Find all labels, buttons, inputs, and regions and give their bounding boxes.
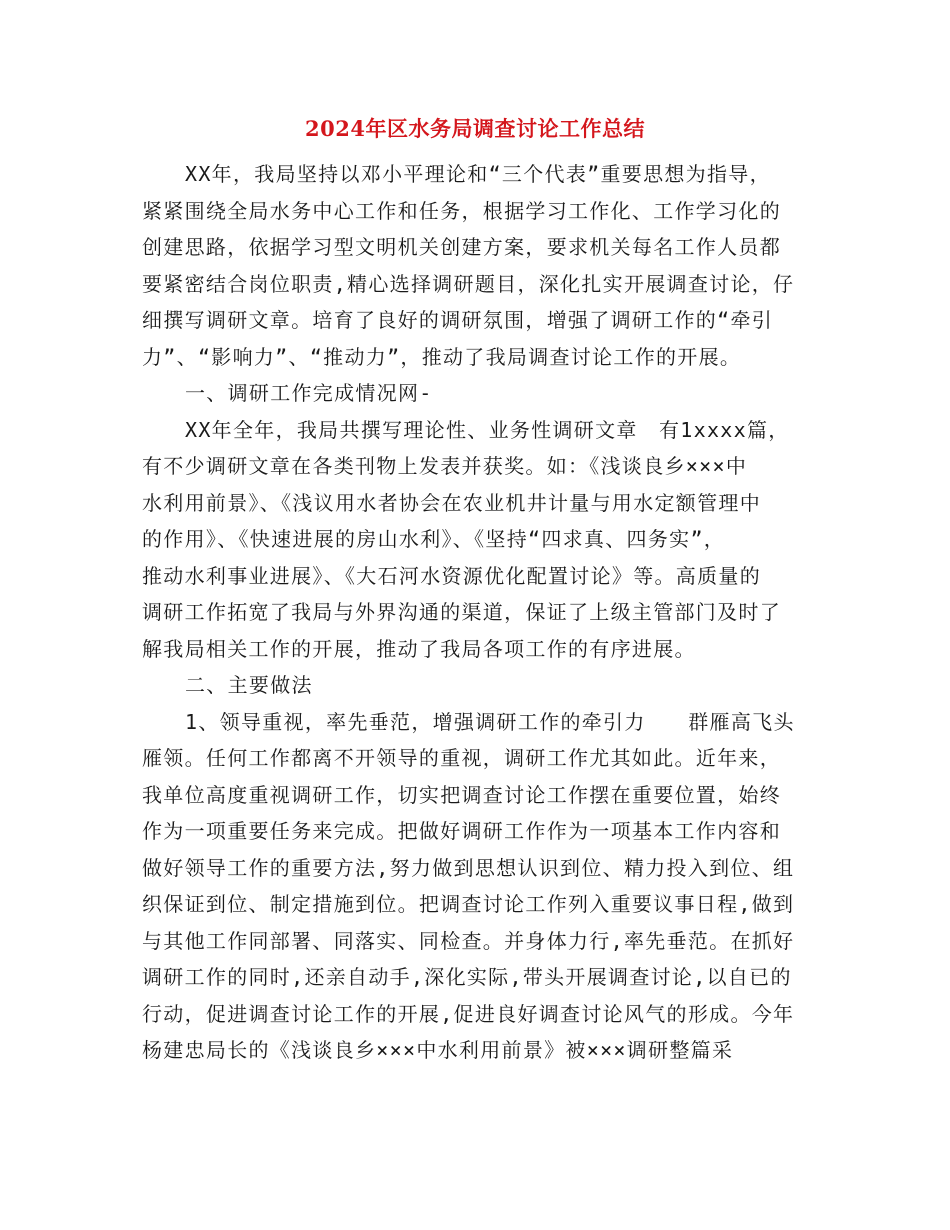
body-line: 紧紧围绕全局水务中心工作和任务，根据学习工作化、工作学习化的 <box>142 198 781 223</box>
body-line: 做好领导工作的重要方法,努力做到思想认识到位、精力投入到位、组 <box>142 855 795 880</box>
body-line: 推动水利事业进展》、《大石河水资源优化配置讨论》等。高质量的 <box>142 563 761 588</box>
body-line: XX年，我局坚持以邓小平理论和“三个代表”重要思想为指导， <box>185 162 771 186</box>
body-line: 细撰写调研文章。培育了良好的调研氛围，增强了调研工作的“牵引 <box>142 308 774 332</box>
body-line: 与其他工作同部署、同落实、同检查。并身体力行,率先垂范。在抓好 <box>142 928 795 953</box>
body-line: 水利用前景》、《浅议用水者协会在农业机井计量与用水定额管理中 <box>142 490 761 515</box>
body-line: 杨建忠局长的《浅谈良乡×××中水利用前景》被×××调研整篇采 <box>142 1038 734 1062</box>
body-line: 1、领导重视，率先垂范，增强调研工作的牵引力 群雁高飞头 <box>185 709 795 734</box>
body-line: XX年全年，我局共撰写理论性、业务性调研文章 有1xxxx篇， <box>185 417 790 442</box>
body-line: 二、主要做法 <box>185 673 313 697</box>
body-line: 织保证到位、制定措施到位。把调查讨论工作列入重要议事日程,做到 <box>142 892 795 916</box>
body-line: 力”、“影响力”、“推动力”，推动了我局调查讨论工作的开展。 <box>142 344 742 369</box>
body-line: 作为一项重要任务来完成。把做好调研工作作为一项基本工作内容和 <box>142 819 781 843</box>
body-line: 要紧密结合岗位职责,精心选择调研题目，深化扎实开展调查讨论，仔 <box>142 271 795 296</box>
body-line: 行动，促进调查讨论工作的开展,促进良好调查讨论风气的形成。今年 <box>142 1001 795 1026</box>
body-line: 一、调研工作完成情况网- <box>185 381 433 405</box>
body-line: 有不少调研文章在各类刊物上发表并获奖。如：《浅谈良乡×××中 <box>142 454 748 478</box>
body-line: 创建思路，依据学习型文明机关创建方案，要求机关每名工作人员都 <box>142 235 781 259</box>
document-title: 2024年区水务局调查讨论工作总结 <box>305 116 645 141</box>
body-line: 雁领。任何工作都离不开领导的重视，调研工作尤其如此。近年来， <box>142 746 781 770</box>
body-line: 的作用》、《快速进展的房山水利》、《坚持“四求真、四务实”， <box>142 527 726 551</box>
body-line: 调研工作拓宽了我局与外界沟通的渠道，保证了上级主管部门及时了 <box>142 600 781 624</box>
document-body <box>142 156 808 1069</box>
body-line: 解我局相关工作的开展，推动了我局各项工作的有序进展。 <box>142 636 696 661</box>
body-line: 调研工作的同时,还亲自动手,深化实际,带头开展调查讨论,以自已的 <box>142 965 792 989</box>
body-line: 我单位高度重视调研工作，切实把调查讨论工作摆在重要位置，始终 <box>142 782 781 807</box>
